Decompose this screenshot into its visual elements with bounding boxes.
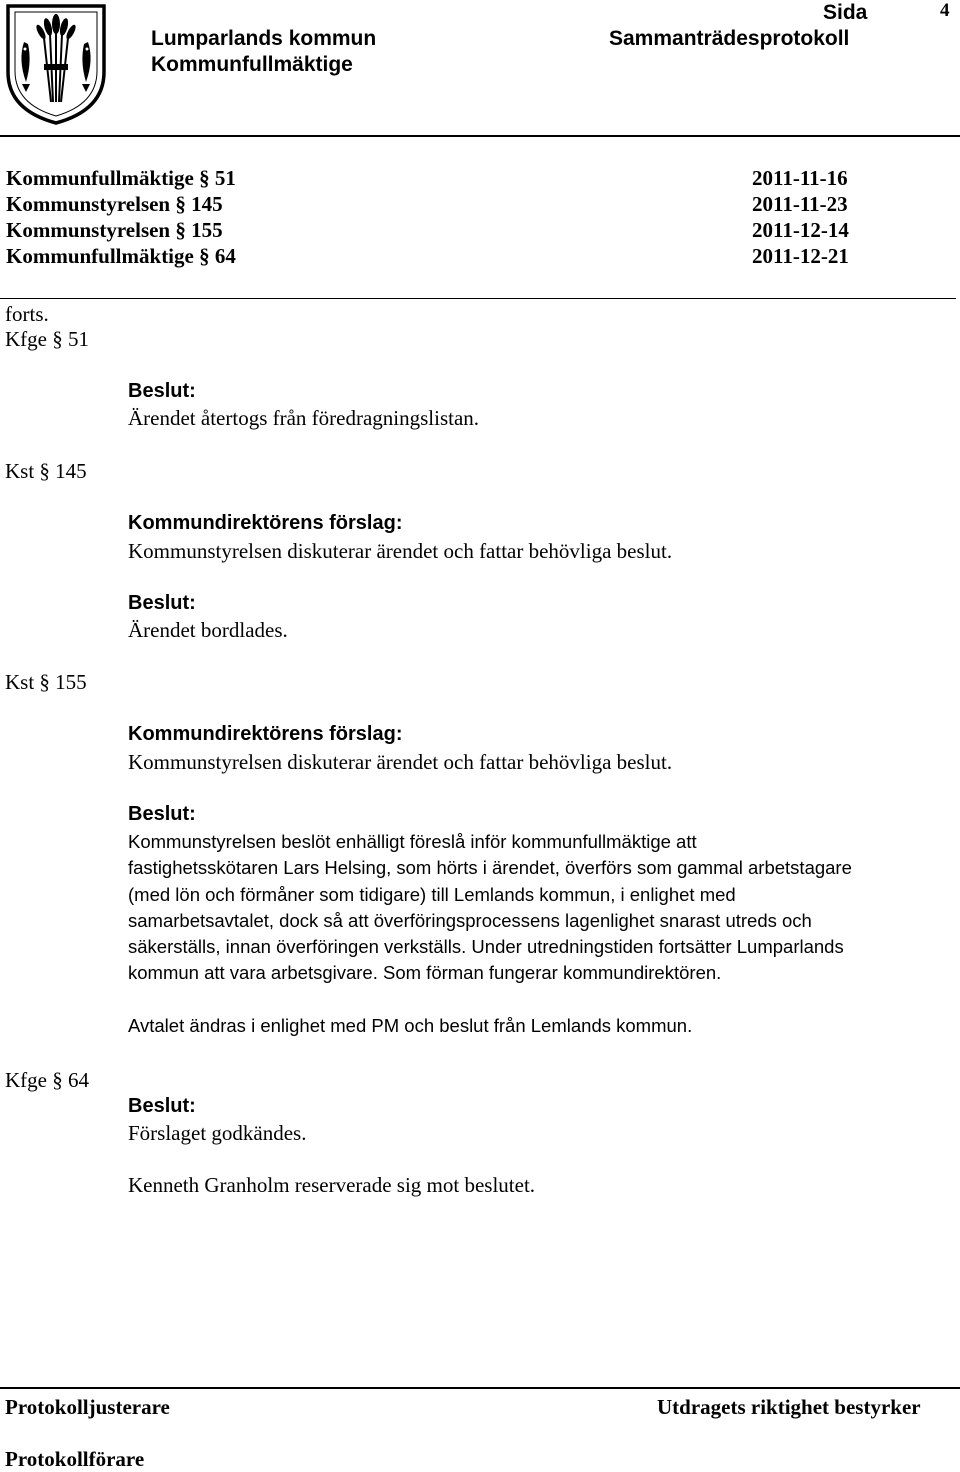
- decision-label: Beslut:: [128, 803, 196, 825]
- decision-label: Beslut:: [128, 380, 196, 402]
- page-number: 4: [940, 0, 950, 21]
- header-divider: [0, 135, 960, 137]
- paragraph-ref-kst-145: Kst § 145: [5, 459, 87, 483]
- decision-line: kommun att vara arbetsgivare. Som förman fungerar kommundirektören.: [128, 962, 722, 984]
- continued-marker: forts.: [5, 302, 49, 326]
- meeting-date: 2011-12-14: [752, 218, 849, 242]
- municipal-coat-of-arms-logo: [4, 2, 108, 126]
- meeting-name: Kommunfullmäktige § 64: [6, 244, 236, 268]
- paragraph-ref-kfge-64: Kfge § 64: [5, 1068, 89, 1092]
- decision-line: säkerställs, innan överföringen verkställs. Under utredningstiden fortsätter Lumparlands: [128, 936, 844, 958]
- decision-line: fastighetsskötaren Lars Helsing, som hörts i ärendet, överförs som gammal arbetstagare: [128, 857, 852, 879]
- agreement-amendment-text: Avtalet ändras i enlighet med PM och beslut från Lemlands kommun.: [128, 1015, 693, 1036]
- decision-text: Förslaget godkändes.: [128, 1121, 307, 1145]
- meeting-date: 2011-12-21: [752, 244, 849, 268]
- municipality-name: Lumparlands kommun: [151, 27, 377, 50]
- proposal-text: Kommunstyrelsen diskuterar ärendet och fattar behövliga beslut.: [128, 539, 673, 563]
- paragraph-ref-kst-155: Kst § 155: [5, 670, 87, 694]
- proposal-label: Kommundirektörens förslag:: [128, 512, 403, 534]
- reservation-text: Kenneth Granholm reserverade sig mot beslutet.: [128, 1173, 536, 1197]
- decision-line: samarbetsavtalet, dock så att överföringsprocessens lagenlighet snarast utreds och: [128, 909, 812, 931]
- meeting-date: 2011-11-16: [752, 166, 848, 190]
- decision-paragraph: [128, 829, 852, 987]
- footer-divider: [0, 1387, 960, 1389]
- document-type: Sammanträdesprotokoll: [609, 27, 850, 50]
- decision-label: Beslut:: [128, 1095, 196, 1117]
- paragraph-ref-kfge-51: Kfge § 51: [5, 327, 89, 351]
- meeting-date: 2011-11-23: [752, 192, 848, 216]
- meeting-name: Kommunstyrelsen § 155: [6, 218, 223, 242]
- decision-line: Kommunstyrelsen beslöt enhälligt föreslå inför kommunfullmäktige att: [128, 831, 697, 852]
- minutes-keeper-label: Protokollförare: [5, 1447, 145, 1471]
- decision-text: Ärendet återtogs från föredragningslistan.: [128, 406, 480, 430]
- proposal-text: Kommunstyrelsen diskuterar ärendet och fattar behövliga beslut.: [128, 750, 673, 774]
- decision-text: Ärendet bordlades.: [128, 618, 288, 642]
- minutes-adjuster-label: Protokolljusterare: [5, 1395, 170, 1419]
- section-divider: [0, 298, 956, 299]
- decision-label: Beslut:: [128, 592, 196, 614]
- proposal-label: Kommundirektörens förslag:: [128, 723, 403, 745]
- governing-body-name: Kommunfullmäktige: [151, 53, 353, 76]
- page-label: Sida: [823, 1, 868, 24]
- meeting-name: Kommunstyrelsen § 145: [6, 192, 223, 216]
- extract-certification-label: Utdragets riktighet bestyrker: [657, 1395, 921, 1419]
- decision-line: (med lön och förmåner som tidigare) till Lemlands kommun, i enlighet med: [128, 883, 736, 905]
- meeting-name: Kommunfullmäktige § 51: [6, 166, 236, 190]
